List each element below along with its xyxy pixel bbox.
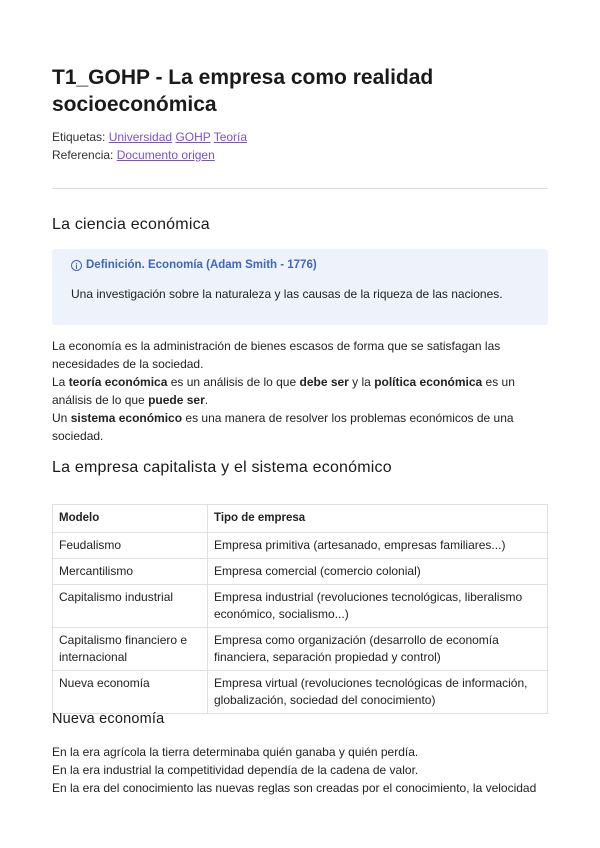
definition-callout <box>52 249 548 325</box>
paragraph-sistema: Un sistema económico es una manera de resolver los problemas económicos de una sociedad. <box>52 411 514 443</box>
table-cell: Empresa industrial (revoluciones tecnológicas, liberalismo económico, socialismo...) <box>208 585 548 628</box>
callout-title-row <box>71 259 317 271</box>
paragraph-line: En la era industrial la competitividad dependía de la cadena de valor. <box>52 763 419 777</box>
reference-label: Referencia: <box>52 148 114 162</box>
callout-title: Definición. Economía (Adam Smith - 1776) <box>86 259 317 271</box>
table-header-tipo: Tipo de empresa <box>208 505 548 533</box>
section-heading-ciencia: La ciencia económica <box>52 216 210 233</box>
table-cell: Capitalismo financiero e internacional <box>53 628 208 671</box>
table-row <box>53 559 548 585</box>
models-table <box>52 504 548 714</box>
table-cell: Empresa virtual (revoluciones tecnológicas de información, globalización, sociedad del conocimiento) <box>208 671 548 714</box>
section-heading-nueva: Nueva economía <box>52 711 165 727</box>
tags-label: Etiquetas: <box>52 130 106 144</box>
table-row <box>53 533 548 559</box>
callout-body: Una investigación sobre la naturaleza y las causas de la riqueza de las naciones. <box>71 287 503 301</box>
table-header-row <box>53 505 548 533</box>
paragraph-line: En la era agrícola la tierra determinaba quién ganaba y quién perdía. <box>52 745 419 759</box>
section-heading-empresa: La empresa capitalista y el sistema económico <box>52 459 392 476</box>
reference-row <box>52 146 215 164</box>
table-row <box>53 585 548 628</box>
page-title: T1_GOHP - La empresa como realidad socioeconómica <box>52 66 434 116</box>
table-cell: Empresa primitiva (artesanado, empresas familiares...) <box>208 533 548 559</box>
paragraph-line: En la era del conocimiento las nuevas reglas son creadas por el conocimiento, la velocidad <box>52 781 537 795</box>
tag-link-universidad[interactable]: Universidad <box>108 130 173 144</box>
reference-link[interactable]: Documento origen <box>116 148 215 162</box>
table-cell: Empresa como organización (desarrollo de economía financiera, separación propiedad y control) <box>208 628 548 671</box>
table-cell: Empresa comercial (comercio colonial) <box>208 559 548 585</box>
tags-row <box>52 128 247 146</box>
table-row <box>53 671 548 714</box>
tag-link-teoria[interactable]: Teoría <box>213 130 248 144</box>
divider <box>52 188 548 189</box>
table-cell: Nueva economía <box>53 671 208 714</box>
table-header-modelo: Modelo <box>53 505 208 533</box>
tag-link-gohp[interactable]: GOHP <box>175 130 211 144</box>
table-row <box>53 628 548 671</box>
info-icon: i <box>71 260 82 271</box>
table-cell: Feudalismo <box>53 533 208 559</box>
paragraph-economia: La economía es la administración de bienes escasos de forma que se satisfagan las necesidades de la sociedad. <box>52 339 501 371</box>
table-cell: Capitalismo industrial <box>53 585 208 628</box>
paragraph-teoria: La teoría económica es un análisis de lo que debe ser y la política económica es un análisis de lo que puede ser. <box>52 375 515 407</box>
table-cell: Mercantilismo <box>53 559 208 585</box>
